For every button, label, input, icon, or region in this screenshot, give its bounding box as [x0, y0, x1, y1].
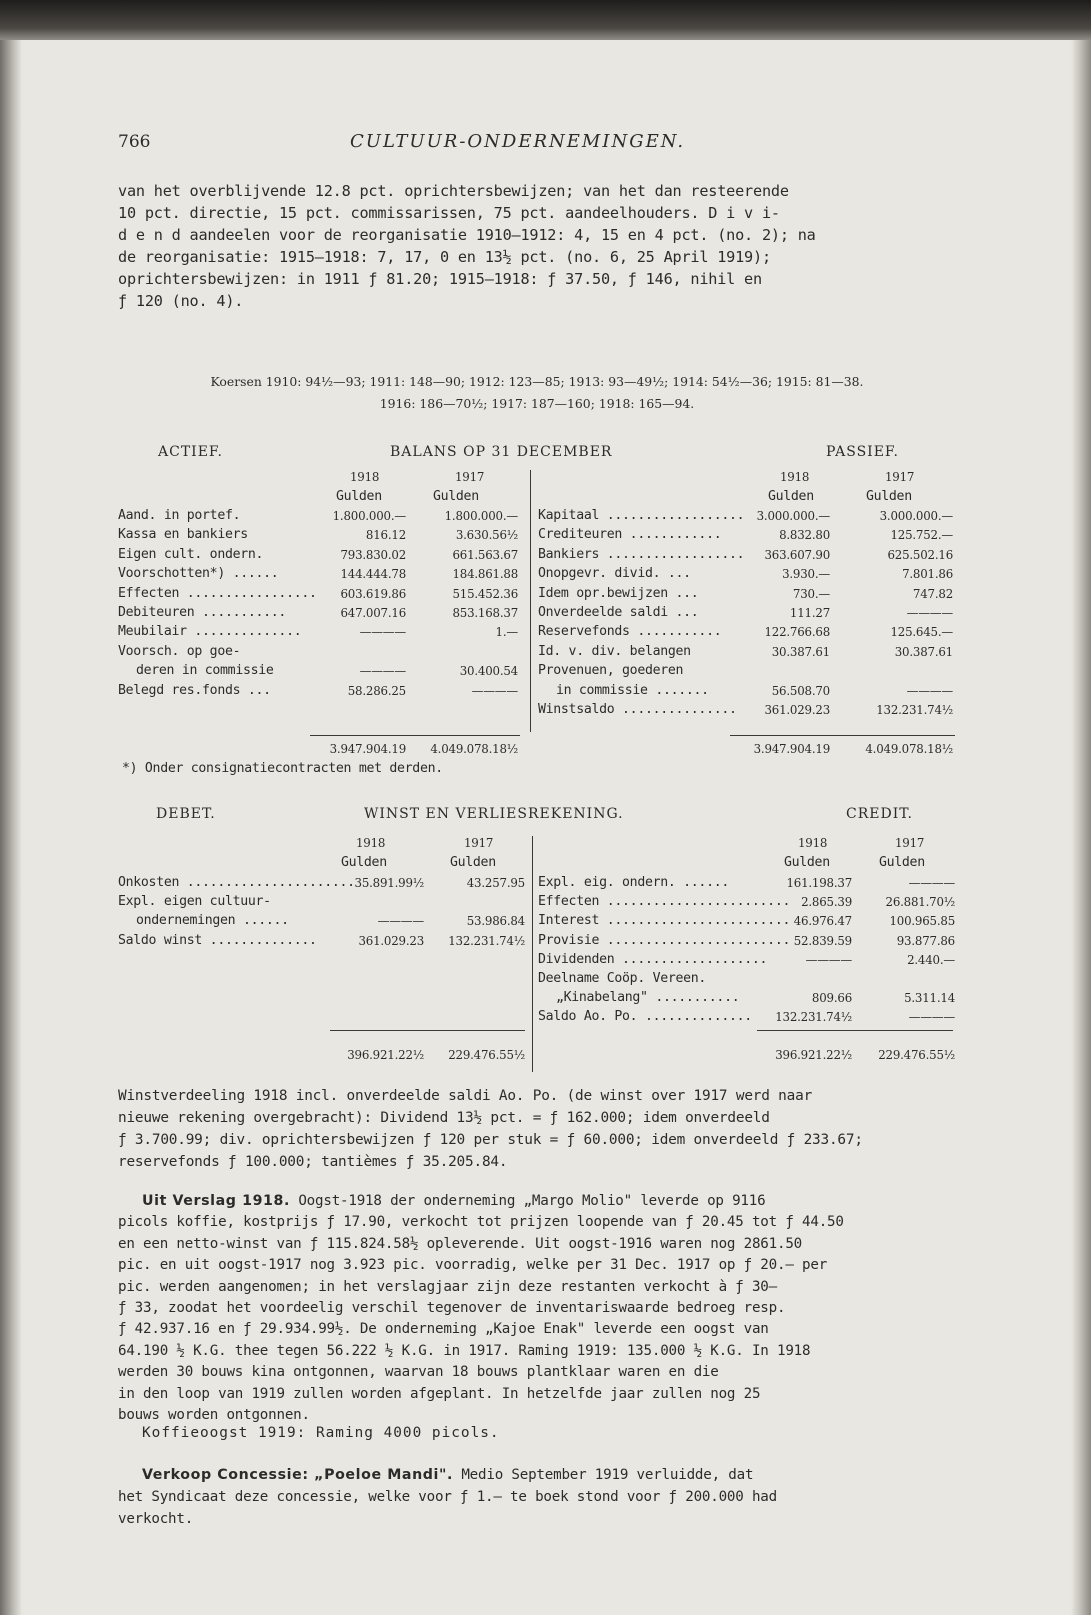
debet-value-1917: 53.986.84 [466, 914, 525, 929]
credit-row-label: Dividenden ................... [538, 951, 768, 967]
verslag-paragraph [118, 1191, 954, 1426]
balans-title: BALANS OP 31 DECEMBER [390, 444, 613, 460]
actief-value-1918: ———— [359, 664, 406, 679]
passief-value-1918: 3.000.000.— [756, 509, 830, 523]
winstverdeeling-paragraph [118, 1085, 954, 1173]
actief-value-1917: 1.— [495, 625, 518, 640]
balans-passief-heading: PASSIEF. [826, 444, 899, 460]
actief-row-label: Belegd res.fonds ... [118, 682, 271, 698]
year-header: 1918 [350, 470, 380, 484]
unit-header: Gulden [341, 855, 387, 870]
credit-value-1917: ———— [908, 876, 955, 890]
actief-value-1918: 58.286.25 [347, 683, 406, 698]
text-line [118, 1464, 954, 1486]
year-header: 1917 [895, 836, 925, 850]
credit-value-1917: 5.311.14 [904, 991, 955, 1006]
passief-value-1918: 361.029.23 [764, 703, 830, 717]
text-line: 64.190 ½ K.G. thee tegen 56.222 ½ K.G. in 1917. Raming 1919: 135.000 ½ K.G. In 1918 [118, 1342, 811, 1359]
actief-value-1918: 144.444.78 [340, 567, 406, 582]
credit-value-1917: 2.440.— [907, 952, 955, 967]
text-line: d e n d aandeelen voor de reorganisatie 1910—1912: 4, 15 en 4 pct. (no. 2); na [118, 226, 816, 244]
koersen-line: Koersen 1910: 94½—93; 1911: 148—90; 1912: 123—85; 1913: 93—49½; 1914: 54½—36; 1915: 81—38. [210, 374, 864, 389]
actief-row-label: Meubilair .............. [118, 624, 302, 640]
actief-value-1917: 184.861.88 [452, 567, 518, 582]
actief-value-1917: 853.168.37 [452, 606, 518, 620]
passief-value-1917: ———— [906, 606, 953, 620]
debet-value-1918: 361.029.23 [358, 933, 424, 948]
koersen-block [122, 371, 952, 415]
passief-value-1917: 30.387.61 [894, 644, 953, 659]
debet-row-label: Expl. eigen cultuur- [118, 894, 271, 910]
debet-row-label: Onkosten ...................... [118, 875, 355, 890]
credit-value-1917: 26.881.70½ [885, 895, 955, 910]
actief-value-1918: 816.12 [365, 528, 406, 543]
running-title: CULTUUR-ONDERNEMINGEN. [350, 131, 686, 152]
text-line: pic. werden aangenomen; in het verslagjaar zijn deze restanten verkocht à ƒ 30— [118, 1278, 777, 1295]
credit-row-label: Expl. eig. ondern. ...... [538, 875, 729, 890]
passief-value-1918: 122.766.68 [764, 625, 830, 640]
actief-row-label: Effecten ................. [118, 585, 317, 601]
credit-value-1917: 93.877.86 [896, 933, 955, 948]
text-line: oprichtersbewijzen: in 1911 ƒ 81.20; 1915—1918: ƒ 37.50, ƒ 146, nihil en [118, 270, 762, 288]
credit-total-1918: 396.921.22½ [775, 1048, 852, 1062]
text-line: Koffieoogst 1919: Raming 4000 picols. [142, 1425, 500, 1441]
intro-paragraph [118, 180, 954, 312]
credit-value-1917: 100.965.85 [889, 914, 955, 929]
passief-row-label: Onopgevr. divid. ... [538, 566, 691, 582]
actief-total-1918: 3.947.904.19 [329, 742, 406, 756]
text-line: de reorganisatie: 1915—1918: 7, 17, 0 en 13½ pct. (no. 6, 25 April 1919); [118, 248, 771, 266]
passief-value-1917: 7.801.86 [902, 567, 953, 582]
passief-row-label: Provenuen, goederen [538, 663, 684, 679]
verslag-heading: Uit Verslag 1918. [142, 1193, 290, 1209]
passief-row-label: Kapitaal .................. [538, 508, 745, 523]
passief-row-label: Idem opr.bewijzen ... [538, 585, 699, 601]
credit-value-1918: 2.865.39 [801, 895, 852, 910]
text-line: 10 pct. directie, 15 pct. commissarissen, 75 pct. aandeelhouders. D i v i- [118, 204, 780, 222]
verkoop-first-line: Medio September 1919 verluidde, dat [461, 1467, 754, 1483]
credit-total-1917: 229.476.55½ [878, 1048, 955, 1062]
passief-row-label: Winstsaldo ............... [538, 702, 737, 717]
text-line: Winstverdeeling 1918 incl. onverdeelde saldi Ao. Po. (de winst over 1917 werd naar [118, 1088, 813, 1104]
debet-total-1917: 229.476.55½ [448, 1048, 525, 1062]
passief-value-1917: 3.000.000.— [879, 509, 953, 523]
credit-row-label: Effecten ........................ [538, 894, 791, 910]
text-line: ƒ 33, zoodat het voordeelig verschil tegenover de inventariswaarde bedroeg resp. [118, 1299, 786, 1316]
passief-value-1917: 125.645.— [890, 625, 953, 640]
unit-header: Gulden [450, 855, 496, 870]
passief-value-1918: 56.508.70 [771, 683, 830, 698]
actief-value-1917: 30.400.54 [459, 664, 518, 679]
column-divider [530, 470, 531, 732]
actief-row-label: deren in commissie [136, 663, 274, 679]
actief-value-1917: 515.452.36 [452, 586, 518, 601]
actief-row-label: Debiteuren ........... [118, 605, 287, 620]
passief-row-label: Bankiers .................. [538, 546, 745, 562]
actief-row-label: Kassa en bankiers [118, 527, 248, 543]
actief-row-label: Voorsch. op goe- [118, 643, 241, 659]
credit-value-1918: 52.839.59 [793, 933, 852, 948]
credit-value-1918: 132.231.74½ [775, 1010, 852, 1025]
passief-row-label: in commissie ....... [556, 682, 709, 698]
text-line: nieuwe rekening overgebracht): Dividend 13½ pct. = ƒ 162.000; idem onverdeeld [118, 1110, 770, 1126]
text-line: ƒ 42.937.16 en ƒ 29.934.99½. De onderneming „Kajoe Enak" leverde een oogst van [118, 1321, 769, 1338]
unit-header: Gulden [784, 855, 830, 870]
total-rule [310, 735, 520, 736]
text-line: reservefonds ƒ 100.000; tantièmes ƒ 35.205.84. [118, 1154, 508, 1170]
debet-value-1918: 35.891.99½ [354, 876, 424, 890]
balans-actief-heading: ACTIEF. [158, 444, 223, 460]
koffieoogst-line [118, 1422, 954, 1444]
text-line: werden 30 bouws kina ontgonnen, waarvan 18 bouws plantklaar waren en die [118, 1364, 719, 1381]
passief-value-1917: 747.82 [912, 586, 953, 601]
unit-header: Gulden [879, 855, 925, 870]
debet-row-label: ondernemingen ...... [136, 913, 289, 929]
text-line: het Syndicaat deze concessie, welke voor ƒ 1.— te boek stond voor ƒ 200.000 had [118, 1489, 777, 1505]
credit-row-label: Saldo Ao. Po. .............. [538, 1009, 752, 1025]
passief-row-label: Crediteuren ............ [538, 527, 722, 543]
actief-row-label: Aand. in portef. [118, 508, 241, 523]
passief-value-1918: 363.607.90 [764, 547, 830, 562]
text-line [118, 1191, 954, 1212]
passief-value-1918: 3.930.— [782, 567, 830, 582]
unit-header: Gulden [768, 489, 814, 504]
winst-credit-heading: CREDIT. [846, 806, 913, 822]
debet-value-1917: 132.231.74½ [448, 933, 525, 948]
koersen-line: 1916: 186—70½; 1917: 187—160; 1918: 165—94. [379, 396, 695, 411]
credit-value-1918: 46.976.47 [793, 914, 852, 929]
unit-header: Gulden [433, 489, 479, 504]
debet-total-1918: 396.921.22½ [347, 1048, 424, 1062]
year-header: 1917 [455, 470, 485, 484]
actief-value-1917: ———— [471, 683, 518, 698]
credit-value-1918: 161.198.37 [786, 876, 852, 890]
actief-value-1918: ———— [359, 625, 406, 640]
winst-debet-heading: DEBET. [156, 806, 216, 822]
actief-value-1918: 647.007.16 [340, 606, 406, 620]
actief-value-1917: 661.563.67 [452, 547, 518, 562]
debet-value-1918: ———— [377, 914, 424, 929]
passief-value-1917: 132.231.74½ [876, 703, 953, 717]
passief-total-1917: 4.049.078.18½ [865, 742, 953, 756]
unit-header: Gulden [336, 489, 382, 504]
text-line: in den loop van 1919 zullen worden afgeplant. In hetzelfde jaar zullen nog 25 [118, 1385, 761, 1402]
actief-value-1918: 1.800.000.— [332, 509, 406, 523]
passief-value-1917: 125.752.— [890, 528, 953, 543]
actief-value-1917: 1.800.000.— [444, 509, 518, 523]
year-header: 1918 [356, 836, 386, 850]
verkoop-paragraph [118, 1464, 954, 1530]
passief-value-1918: 111.27 [789, 606, 830, 620]
text-line: ƒ 3.700.99; div. oprichtersbewijzen ƒ 120 per stuk = ƒ 60.000; idem onverdeeld ƒ 233.67; [118, 1132, 863, 1148]
credit-row-label: „Kinabelang" ........... [556, 990, 740, 1006]
passief-row-label: Reservefonds ........... [538, 624, 722, 640]
debet-row-label: Saldo winst .............. [118, 932, 317, 948]
debet-value-1917: 43.257.95 [466, 876, 525, 890]
text-line: picols koffie, kostprijs ƒ 17.90, verkocht tot prijzen loopende van ƒ 20.45 tot ƒ 44.50 [118, 1214, 844, 1231]
year-header: 1918 [780, 470, 810, 484]
passief-value-1918: 30.387.61 [771, 644, 830, 659]
actief-value-1918: 603.619.86 [340, 586, 406, 601]
year-header: 1917 [885, 470, 915, 484]
total-rule [757, 1030, 953, 1031]
passief-row-label: Id. v. div. belangen [538, 643, 691, 659]
text-line: van het overblijvende 12.8 pct. oprichtersbewijzen; van het dan resteerende [118, 182, 789, 200]
passief-value-1918: 730.— [792, 586, 830, 601]
passief-value-1918: 8.832.80 [779, 528, 830, 543]
passief-total-1918: 3.947.904.19 [753, 742, 830, 756]
year-header: 1917 [464, 836, 494, 850]
actief-row-label: Eigen cult. ondern. [118, 546, 264, 562]
actief-value-1918: 793.830.02 [340, 547, 406, 562]
page-number: 766 [118, 132, 151, 152]
actief-total-1917: 4.049.078.18½ [430, 742, 518, 756]
credit-value-1918: ———— [805, 952, 852, 967]
credit-row-label: Provisie ........................ [538, 932, 791, 948]
text-line: ƒ 120 (no. 4). [118, 292, 244, 310]
column-divider [532, 836, 533, 1072]
credit-value-1917: ———— [908, 1010, 955, 1025]
total-rule [730, 735, 955, 736]
balans-footnote: *) Onder consignatiecontracten met derden. [122, 761, 443, 776]
passief-value-1917: ———— [906, 683, 953, 698]
year-header: 1918 [798, 836, 828, 850]
total-rule [330, 1030, 525, 1031]
actief-row-label: Voorschotten*) ...... [118, 566, 279, 582]
credit-value-1918: 809.66 [811, 991, 852, 1006]
verkoop-heading: Verkoop Concessie: „Poeloe Mandi". [142, 1467, 453, 1483]
actief-value-1917: 3.630.56½ [455, 528, 518, 543]
winst-title: WINST EN VERLIESREKENING. [364, 806, 624, 822]
verslag-first-line: Oogst-1918 der onderneming „Margo Molio" leverde op 9116 [298, 1193, 766, 1209]
passief-row-label: Onverdeelde saldi ... [538, 605, 699, 620]
text-line: verkocht. [118, 1511, 194, 1527]
credit-row-label: Deelname Coöp. Vereen. [538, 971, 707, 986]
text-line: pic. en uit oogst-1917 nog 3.923 pic. voorradig, welke per 31 Dec. 1917 op ƒ 20.— per [118, 1257, 828, 1274]
text-line: en een netto-winst van ƒ 115.824.58½ opleverende. Uit oogst-1916 waren nog 2861.50 [118, 1235, 803, 1252]
unit-header: Gulden [866, 489, 912, 504]
credit-row-label: Interest ........................ [538, 913, 791, 929]
passief-value-1917: 625.502.16 [887, 547, 953, 562]
text-line: bouws worden ontgonnen. [118, 1406, 310, 1423]
